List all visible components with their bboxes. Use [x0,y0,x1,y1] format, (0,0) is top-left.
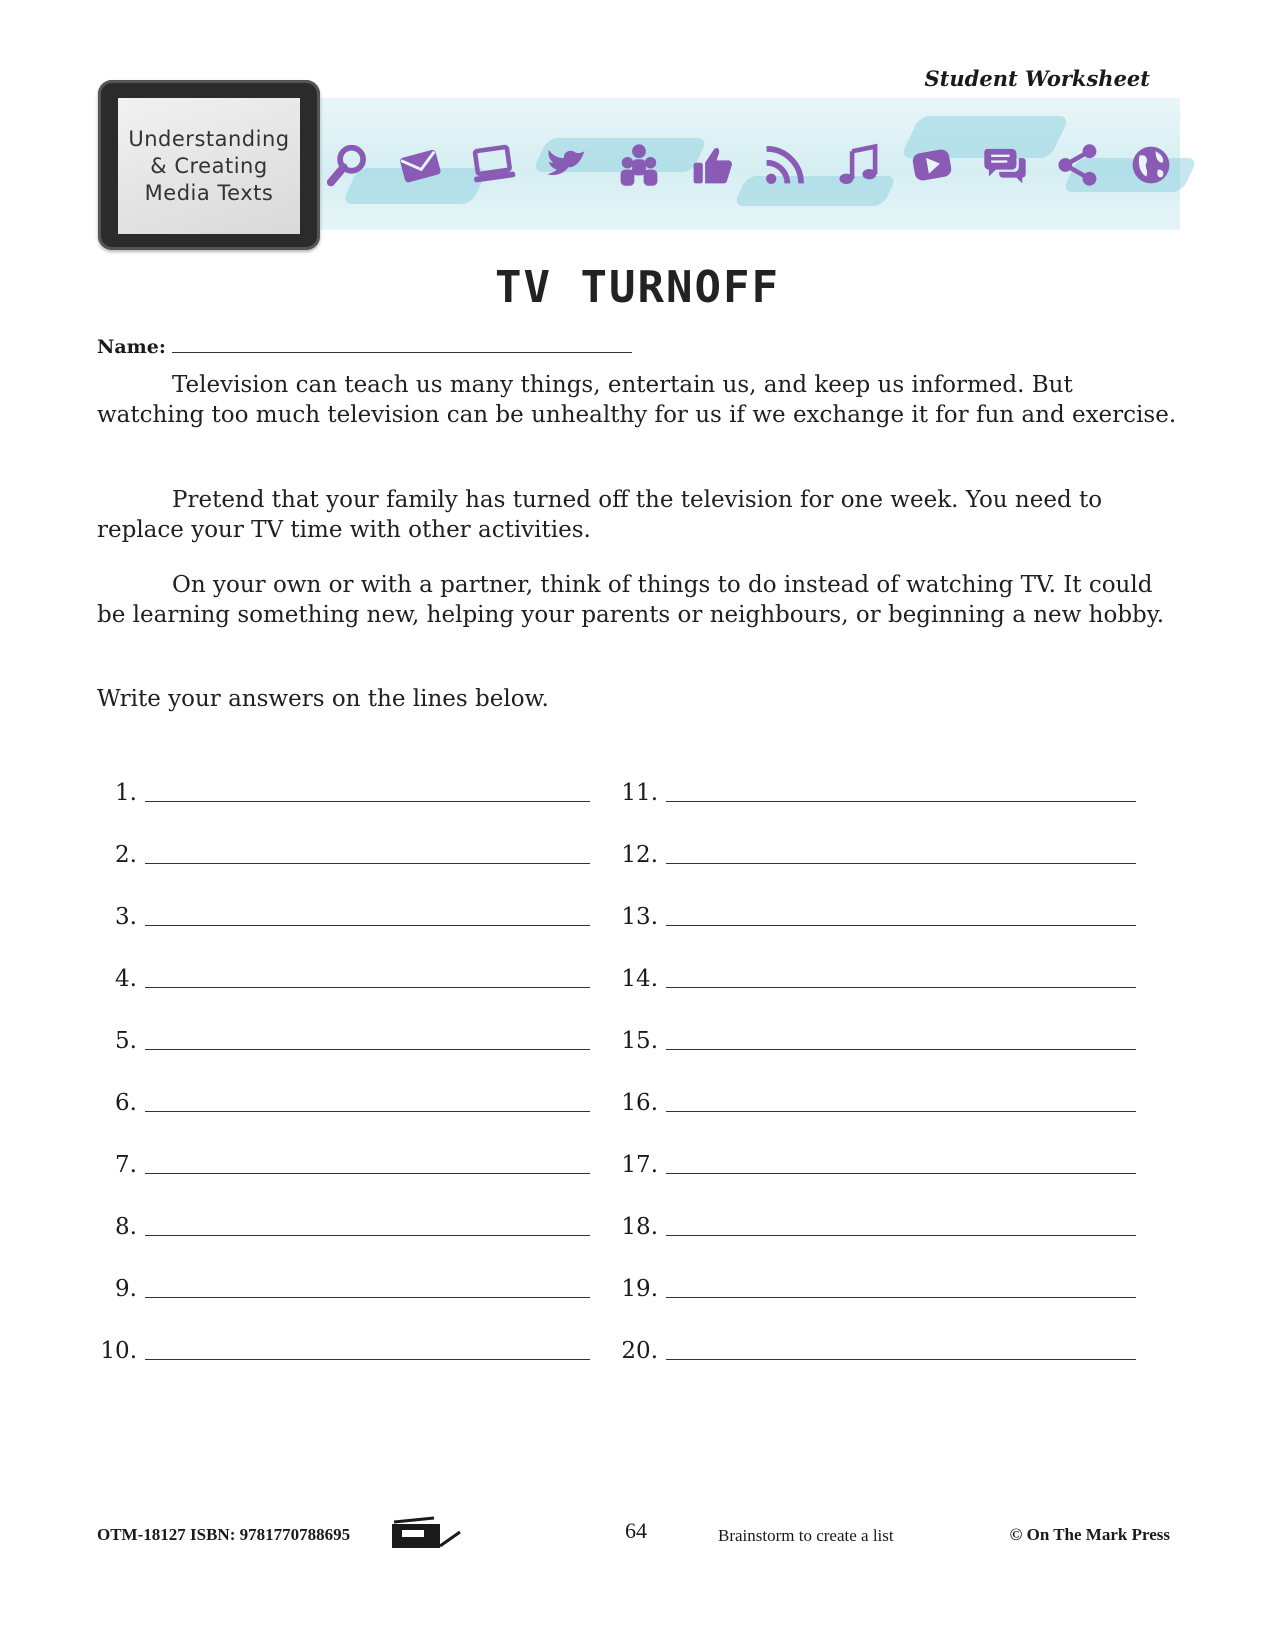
footer-activity: Brainstorm to create a list [718,1526,894,1545]
answer-row [97,770,590,806]
footer-code: OTM-18127 ISBN: 9781770788695 [97,1525,351,1544]
answer-number: 5. [115,1028,137,1054]
answer-number: 16. [621,1090,658,1116]
answer-row [97,1178,590,1240]
answer-number: 17. [621,1152,658,1178]
answer-row [612,1302,1136,1364]
music-note-icon [836,142,882,188]
answer-row [97,1116,590,1178]
people-icon [616,142,662,188]
answer-row [612,930,1136,992]
paragraph-1-text: Television can teach us many things, entertain us, and keep us informed. But watching too much television can be unhealthy for us if we exchange it for fun and exercise. [97,372,1177,428]
answer-line[interactable] [145,969,590,988]
answer-row [612,868,1136,930]
answer-line[interactable] [666,845,1136,864]
tablet-screen [118,98,300,234]
answer-line[interactable] [666,1031,1136,1050]
answer-row [612,770,1136,806]
answer-line[interactable] [666,1217,1136,1236]
answer-line[interactable] [145,1093,590,1112]
answer-number: 19. [621,1276,658,1302]
answer-row [612,1240,1136,1302]
answer-row [97,1054,590,1116]
answer-column-right [612,770,1136,1364]
answer-row [612,1054,1136,1116]
rss-icon [762,142,808,188]
page-number: 64 [625,1518,647,1543]
answer-row [97,868,590,930]
answer-number: 1. [115,780,137,806]
paragraph-1 [97,370,1177,430]
thumbs-up-icon [689,142,735,188]
name-field[interactable] [97,336,632,358]
answer-line[interactable] [145,1279,590,1298]
answer-line[interactable] [145,1031,590,1050]
worksheet-title: TV TURNOFF [495,262,780,313]
answer-number: 6. [115,1090,137,1116]
answer-number: 8. [115,1214,137,1240]
answer-number: 3. [115,904,137,930]
answer-row [97,806,590,868]
envelope-icon [397,142,443,188]
paragraph-2-text: Pretend that your family has turned off the television for one week. You need to replace your TV time with other activities. [97,487,1103,543]
answer-line[interactable] [145,1155,590,1174]
answer-line[interactable] [666,783,1136,802]
answer-row [612,1116,1136,1178]
worksheet-label: Student Worksheet [924,66,1150,91]
answer-row [612,1178,1136,1240]
answer-row [97,930,590,992]
paragraph-3 [97,570,1177,630]
series-title: Understanding & Creating Media Texts [128,126,290,205]
answer-number: 13. [621,904,658,930]
answer-line[interactable] [666,907,1136,926]
answer-row [612,992,1136,1054]
chat-bubbles-icon [982,142,1028,188]
answer-line[interactable] [666,1155,1136,1174]
projector-icon [390,1516,462,1556]
media-icon-row [324,130,1174,200]
answer-line[interactable] [145,1341,590,1360]
footer-publisher: © On The Mark Press [1009,1525,1170,1544]
answer-number: 12. [621,842,658,868]
answer-line[interactable] [666,1341,1136,1360]
answer-line[interactable] [145,845,590,864]
answer-number: 11. [621,780,658,806]
answer-line[interactable] [666,1279,1136,1298]
answer-row [97,1302,590,1364]
answer-line[interactable] [145,907,590,926]
answer-number: 7. [115,1152,137,1178]
answer-line[interactable] [145,1217,590,1236]
answer-number: 18. [621,1214,658,1240]
share-icon [1055,142,1101,188]
paragraph-2 [97,485,1177,545]
laptop-icon [470,142,516,188]
answer-number: 9. [115,1276,137,1302]
answer-number: 10. [100,1338,137,1364]
answer-line[interactable] [666,1093,1136,1112]
instruction: Write your answers on the lines below. [97,686,549,712]
name-blank-line[interactable] [172,338,632,353]
play-icon [909,142,955,188]
answer-number: 14. [621,966,658,992]
answer-line[interactable] [145,783,590,802]
answer-row [612,806,1136,868]
answer-row [97,992,590,1054]
answer-number: 20. [621,1338,658,1364]
name-label: Name: [97,336,166,358]
answer-column-left [97,770,590,1364]
answer-line[interactable] [666,969,1136,988]
paragraph-3-text: On your own or with a partner, think of things to do instead of watching TV. It could be learning something new, helping your parents or neighbours, or beginning a new hobby. [97,572,1165,628]
answer-row [97,1240,590,1302]
answer-number: 4. [115,966,137,992]
tablet-graphic [98,80,320,250]
answer-number: 15. [621,1028,658,1054]
search-icon [324,142,370,188]
bird-icon [543,142,589,188]
globe-icon [1128,142,1174,188]
answer-number: 2. [115,842,137,868]
